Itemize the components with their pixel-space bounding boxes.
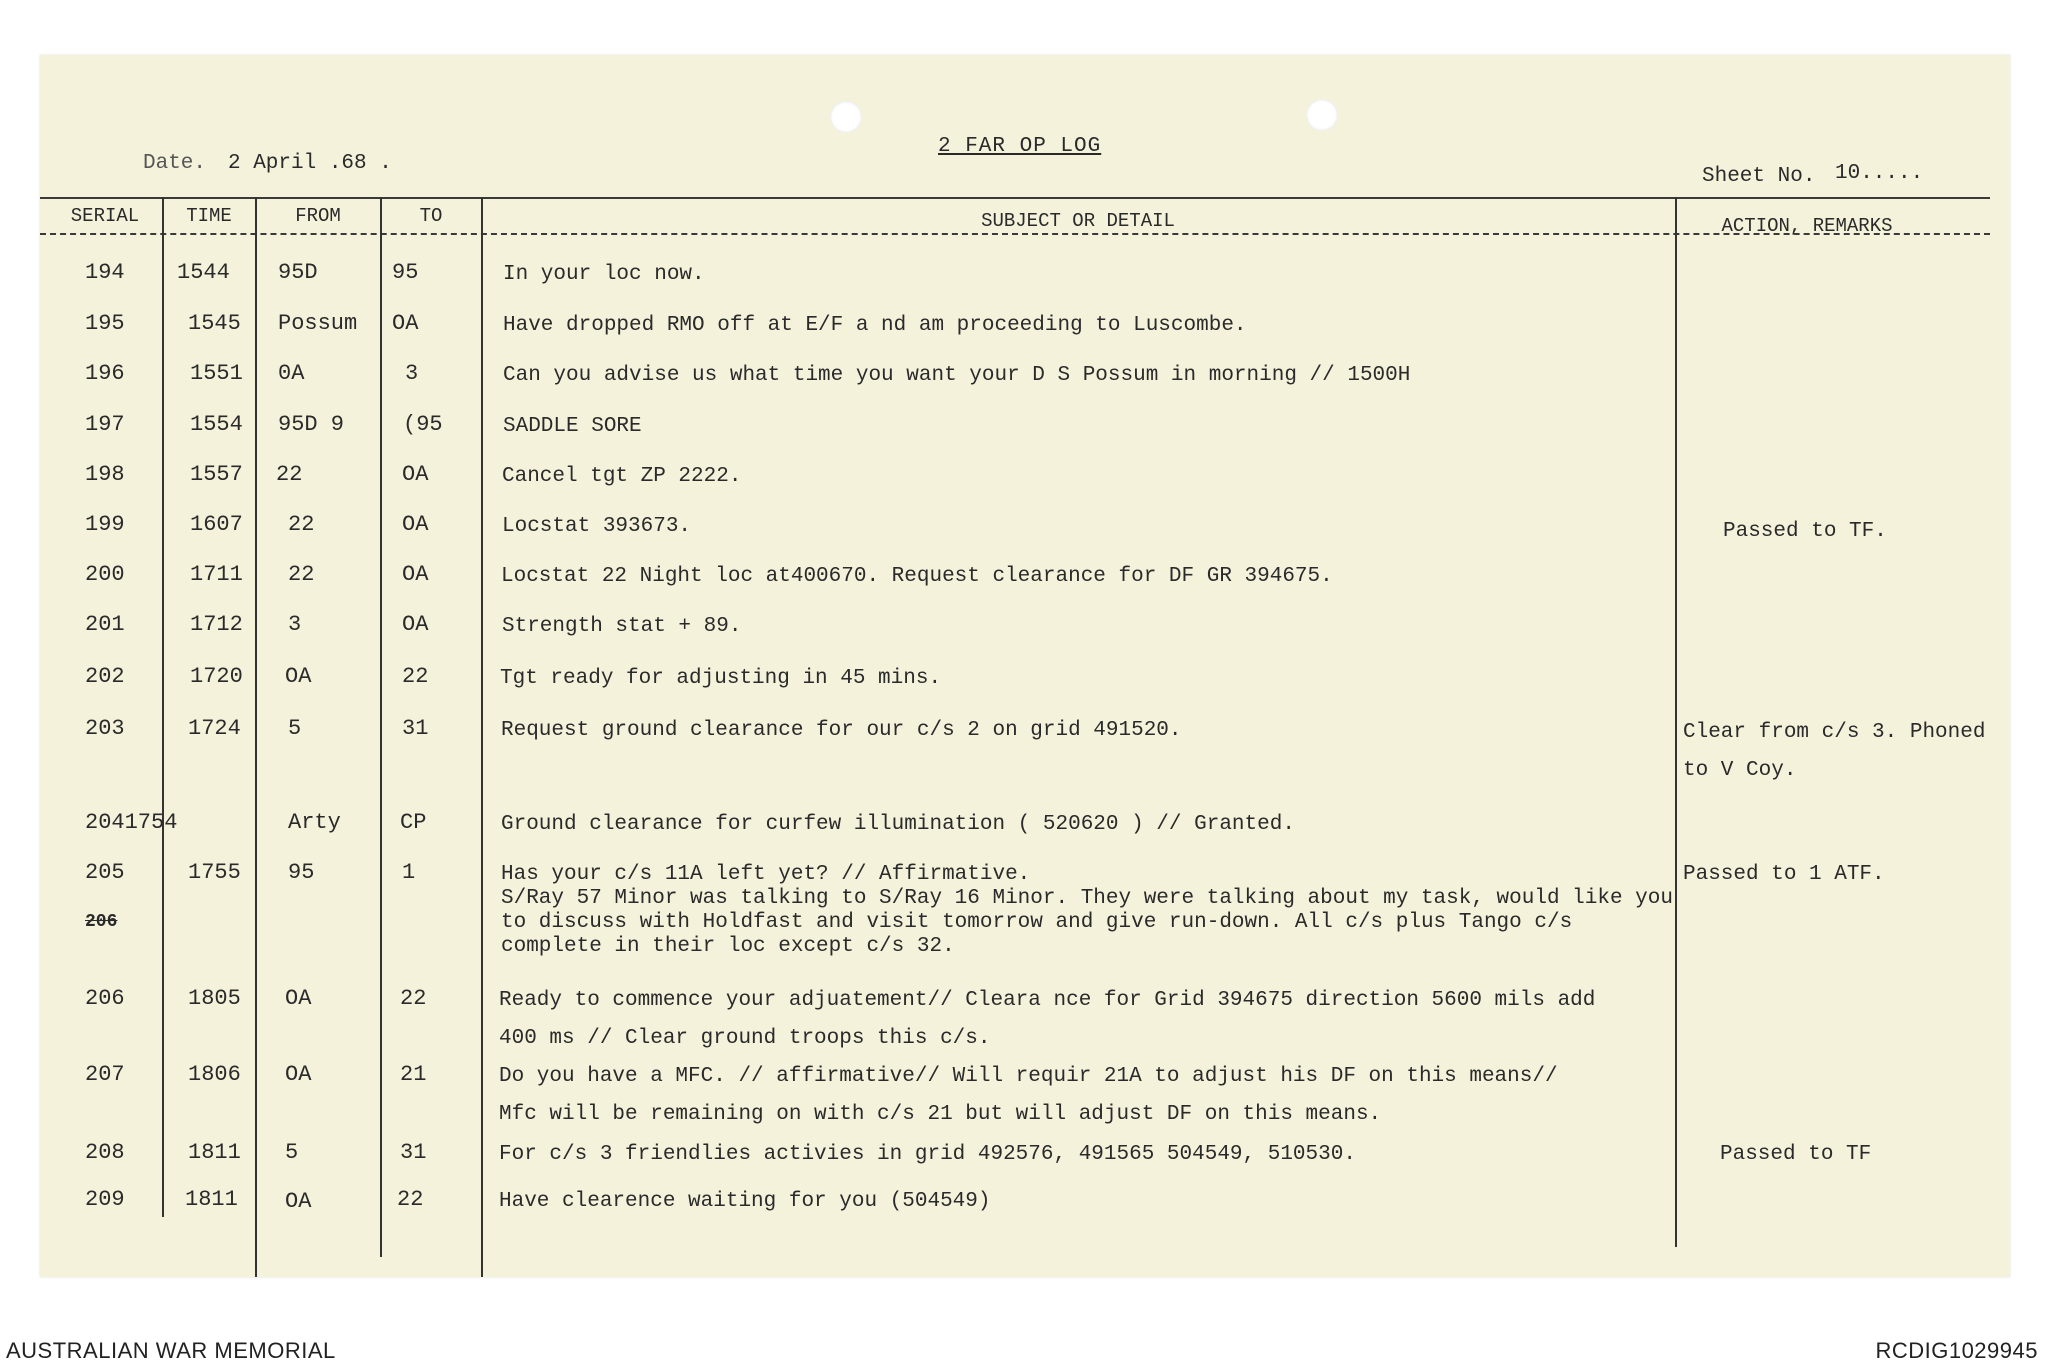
serial-cell: 207 (85, 1062, 125, 1087)
remarks-line: Clear from c/s 3. Phoned (1683, 721, 1986, 744)
from-cell: OA (285, 1062, 312, 1087)
column-divider (162, 197, 164, 1217)
detail-line: In your loc now. (503, 263, 705, 286)
serial-cell: 196 (85, 361, 125, 386)
column-divider (380, 197, 382, 1257)
detail-line: For c/s 3 friendlies activies in grid 492576, 491565 504549, 510530. (499, 1143, 1356, 1166)
from-cell: 22 (276, 462, 303, 487)
detail-line: SADDLE SORE (503, 415, 642, 438)
to-cell: 21 (400, 1062, 427, 1087)
serial-cell: 202 (85, 664, 125, 689)
detail-line: Ground clearance for curfew illumination ( 520620 ) // Granted. (501, 813, 1295, 836)
time-cell: 1551 (190, 361, 243, 386)
punch-hole-left (830, 101, 862, 133)
time-cell: 1811 (188, 1140, 241, 1165)
time-cell: 1557 (190, 462, 243, 487)
serial-cell: 208 (85, 1140, 125, 1165)
time-cell: 1712 (190, 612, 243, 637)
detail-line: 400 ms // Clear ground troops this c/s. (499, 1027, 991, 1050)
column-divider (481, 197, 483, 1277)
detail-line: Can you advise us what time you want your D S Possum in morning // 1500H (503, 364, 1411, 387)
remarks-line: Passed to TF. (1723, 520, 1887, 543)
detail-line: complete in their loc except c/s 32. (501, 935, 955, 958)
column-header-to: TO (419, 205, 443, 227)
serial-cell: 195 (85, 311, 125, 336)
serial-cell: 199 (85, 512, 125, 537)
time-cell: 1544 (177, 260, 230, 285)
serial-cell: 205 (85, 860, 125, 885)
footer-record-id: RCDIG1029945 (1875, 1338, 2038, 1363)
detail-line: S/Ray 57 Minor was talking to S/Ray 16 Minor. They were talking about my task, would like you (501, 887, 1673, 910)
from-cell: 3 (288, 612, 302, 637)
from-cell: OA (285, 664, 312, 689)
serial-cell: 197 (85, 412, 125, 437)
column-divider (255, 197, 257, 1277)
detail-line: Request ground clearance for our c/s 2 on grid 491520. (501, 719, 1182, 742)
from-cell: 5 (285, 1140, 299, 1165)
from-cell: OA (285, 986, 312, 1011)
column-header-time: TIME (186, 205, 232, 227)
header-top-rule (40, 197, 1990, 199)
detail-line: Have clearence waiting for you (504549) (499, 1190, 991, 1213)
to-cell: CP (400, 810, 427, 835)
time-cell: 1806 (188, 1062, 241, 1087)
from-cell: 0A (278, 361, 305, 386)
time-cell: 1607 (190, 512, 243, 537)
from-cell: Possum (278, 311, 358, 336)
to-cell: (95 (403, 412, 443, 437)
to-cell: OA (392, 311, 419, 336)
punch-hole-right (1306, 99, 1338, 131)
detail-line: Has your c/s 11A left yet? // Affirmative. (501, 863, 1031, 886)
from-cell: OA (285, 1189, 312, 1214)
time-cell: 1724 (188, 716, 241, 741)
column-header-subject: SUBJECT OR DETAIL (981, 210, 1175, 232)
detail-line: Ready to commence your adjuatement// Cleara nce for Grid 394675 direction 5600 mils add (499, 989, 1596, 1012)
from-cell: 5 (288, 716, 302, 741)
sheet-number-value: 10..... (1835, 162, 1924, 185)
remarks-line: Passed to 1 ATF. (1683, 863, 1885, 886)
column-header-from: FROM (295, 205, 341, 227)
to-cell: 95 (392, 260, 419, 285)
detail-line: Strength stat + 89. (502, 615, 742, 638)
remarks-line: to V Coy. (1683, 759, 1797, 782)
detail-line: Mfc will be remaining on with c/s 21 but will adjust DF on this means. (499, 1103, 1382, 1126)
to-cell: 3 (405, 361, 419, 386)
column-divider (1675, 197, 1677, 1247)
log-sheet (40, 55, 2010, 1277)
page-title: 2 FAR OP LOG (938, 135, 1102, 158)
time-cell: 1755 (188, 860, 241, 885)
detail-line: Cancel tgt ZP 2222. (502, 465, 742, 488)
time-cell: 1545 (188, 311, 241, 336)
detail-line: Tgt ready for adjusting in 45 mins. (500, 667, 942, 690)
serial-cell: 201 (85, 612, 125, 637)
to-cell: 22 (397, 1187, 424, 1212)
detail-line: Locstat 393673. (502, 515, 692, 538)
to-cell: OA (402, 562, 429, 587)
to-cell: 22 (402, 664, 429, 689)
date-value: 2 April .68 . (228, 152, 392, 175)
serial-cell: 206 (85, 986, 125, 1011)
detail-line: to discuss with Holdfast and visit tomorrow and give run-down. All c/s plus Tango c/s (501, 911, 1573, 934)
serial-cell: 198 (85, 462, 125, 487)
footer-source: AUSTRALIAN WAR MEMORIAL (6, 1338, 336, 1363)
from-cell: 95D (278, 260, 318, 285)
detail-line: Have dropped RMO off at E/F a nd am proceeding to Luscombe. (503, 314, 1247, 337)
detail-line: Do you have a MFC. // affirmative// Will requir 21A to adjust his DF on this means// (499, 1065, 1558, 1088)
time-cell: 1811 (185, 1187, 238, 1212)
time-cell: 1720 (190, 664, 243, 689)
struck-serial: 206 (85, 912, 118, 932)
sheet-number-label: Sheet No. (1702, 165, 1816, 188)
to-cell: OA (402, 462, 429, 487)
column-header-serial: SERIAL (70, 205, 140, 227)
from-cell: 95 (288, 860, 315, 885)
detail-line: Locstat 22 Night loc at400670. Request clearance for DF GR 394675. (501, 565, 1333, 588)
serial-cell: 200 (85, 562, 125, 587)
remarks-line: Passed to TF (1720, 1143, 1872, 1166)
from-cell: 95D 9 (278, 412, 345, 437)
from-cell: Arty (288, 810, 341, 835)
to-cell: 31 (402, 716, 429, 741)
to-cell: 22 (400, 986, 427, 1011)
to-cell: 1 (402, 860, 416, 885)
to-cell: OA (402, 612, 429, 637)
from-cell: 22 (288, 512, 315, 537)
time-cell: 1805 (188, 986, 241, 1011)
time-cell: 1711 (190, 562, 243, 587)
date-label: Date. (143, 152, 207, 175)
to-cell: 31 (400, 1140, 427, 1165)
column-header-remarks: ACTION, REMARKS (1721, 215, 1893, 237)
serial-cell: 2041754 (85, 810, 178, 835)
from-cell: 22 (288, 562, 315, 587)
to-cell: OA (402, 512, 429, 537)
serial-cell: 203 (85, 716, 125, 741)
time-cell: 1554 (190, 412, 243, 437)
serial-cell: 209 (85, 1187, 125, 1212)
serial-cell: 194 (85, 260, 125, 285)
